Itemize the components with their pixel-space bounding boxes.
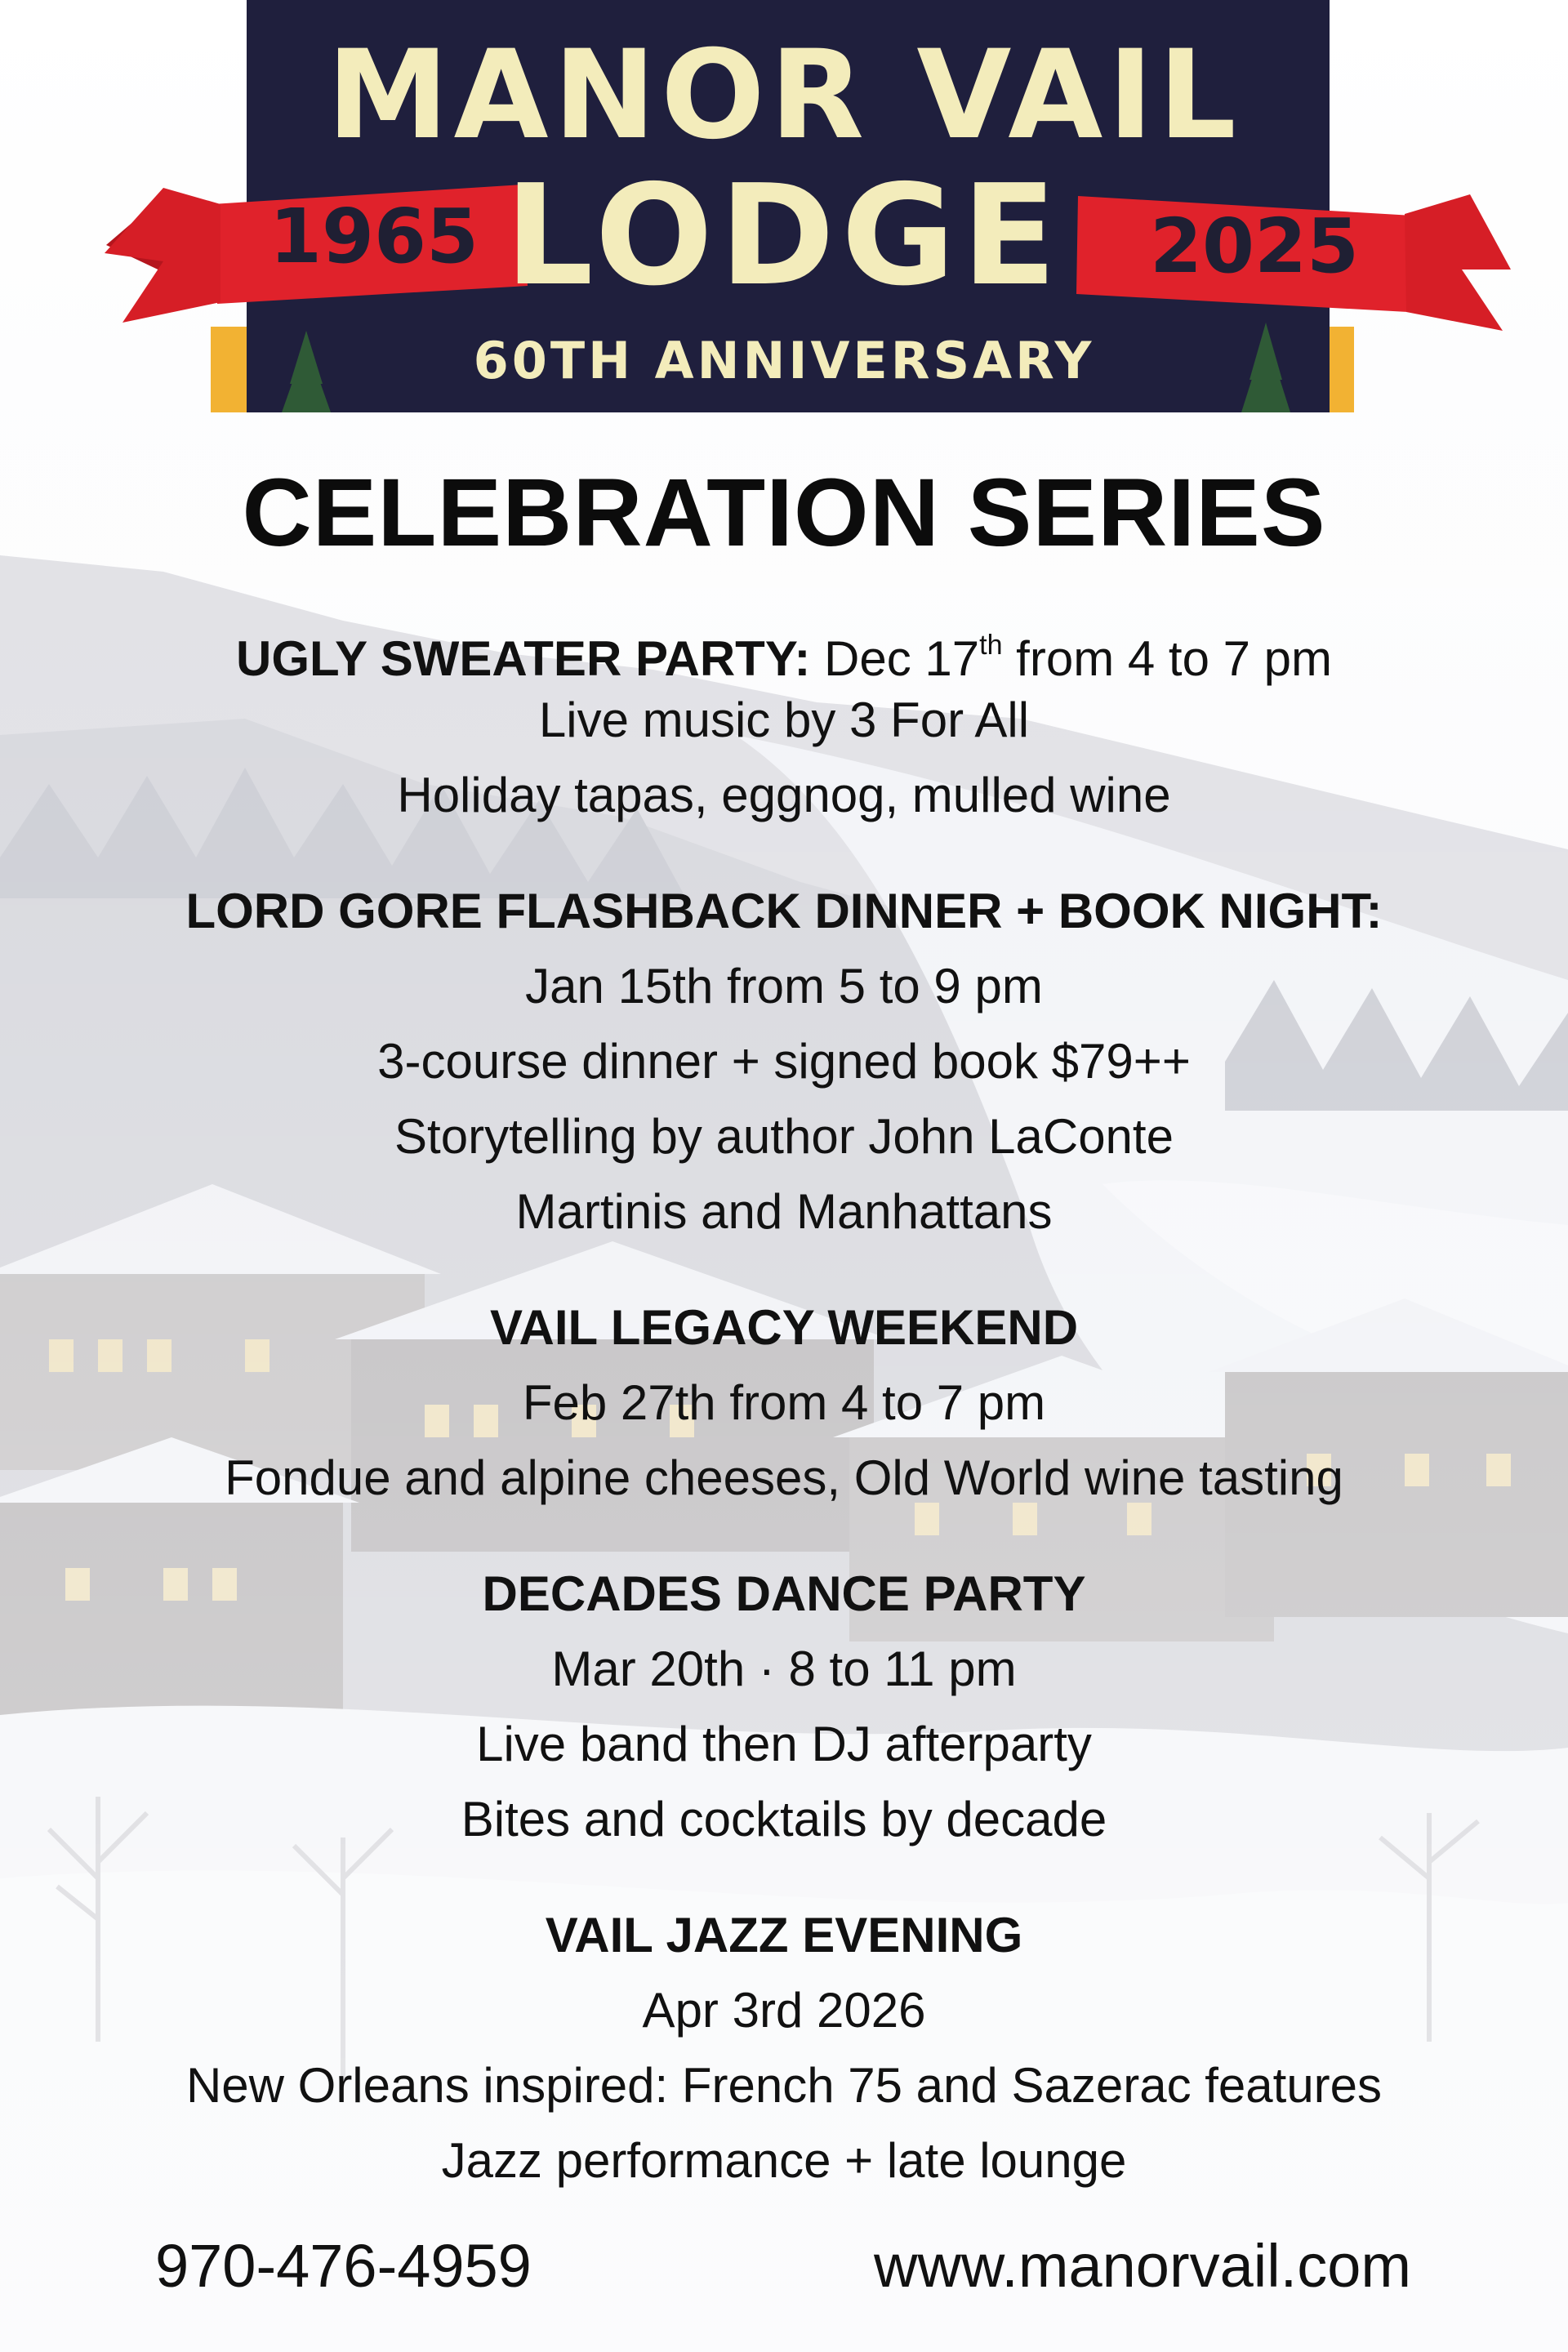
phone-number[interactable]: 970-476-4959 xyxy=(155,2232,532,2300)
event-5-heading: VAIL JAZZ EVENING xyxy=(545,1908,1023,1962)
logo-title-line1: MANOR VAIL xyxy=(327,24,1241,167)
logo-tagline: 60TH ANNIVERSARY xyxy=(473,331,1095,390)
logo-year-end: 2025 xyxy=(1150,203,1360,290)
event-3-detail: Fondue and alpine cheeses, Old World wine tasting xyxy=(225,1450,1343,1505)
event-2-detail: Martinis and Manhattans xyxy=(515,1184,1053,1239)
event-4-detail: Live band then DJ afterparty xyxy=(476,1717,1092,1771)
event-4-detail: Mar 20th · 8 to 11 pm xyxy=(551,1642,1017,1696)
event-5-detail: New Orleans inspired: French 75 and Sazerac features xyxy=(185,2058,1383,2113)
event-5-detail: Jazz performance + late lounge xyxy=(441,2133,1127,2188)
event-1-heading: UGLY SWEATER PARTY: xyxy=(235,631,811,686)
logo-year-start: 1965 xyxy=(270,193,479,280)
event-1-detail: Live music by 3 For All xyxy=(538,693,1030,747)
event-2-detail: 3-course dinner + signed book $79++ xyxy=(377,1034,1191,1089)
event-2-detail: Storytelling by author John LaConte xyxy=(394,1109,1174,1164)
event-3-heading: VAIL LEGACY WEEKEND xyxy=(489,1300,1079,1355)
event-1-heading-line xyxy=(0,612,1568,692)
event-1-date: Dec 17th from 4 to 7 pm xyxy=(824,630,1332,686)
event-4-heading: DECADES DANCE PARTY xyxy=(482,1566,1086,1621)
website-link[interactable]: www.manorvail.com xyxy=(874,2232,1411,2300)
event-2-detail: Jan 15th from 5 to 9 pm xyxy=(525,959,1043,1013)
event-2-heading: LORD GORE FLASHBACK DINNER + BOOK NIGHT: xyxy=(185,884,1383,938)
page-title: CELEBRATION SERIES xyxy=(242,459,1326,567)
event-3-detail: Feb 27th from 4 to 7 pm xyxy=(522,1375,1046,1430)
event-4-detail: Bites and cocktails by decade xyxy=(461,1792,1107,1846)
logo-title-line2: LODGE xyxy=(505,155,1063,317)
event-1-detail: Holiday tapas, eggnog, mulled wine xyxy=(397,768,1171,822)
event-5-detail: Apr 3rd 2026 xyxy=(642,1983,926,2038)
